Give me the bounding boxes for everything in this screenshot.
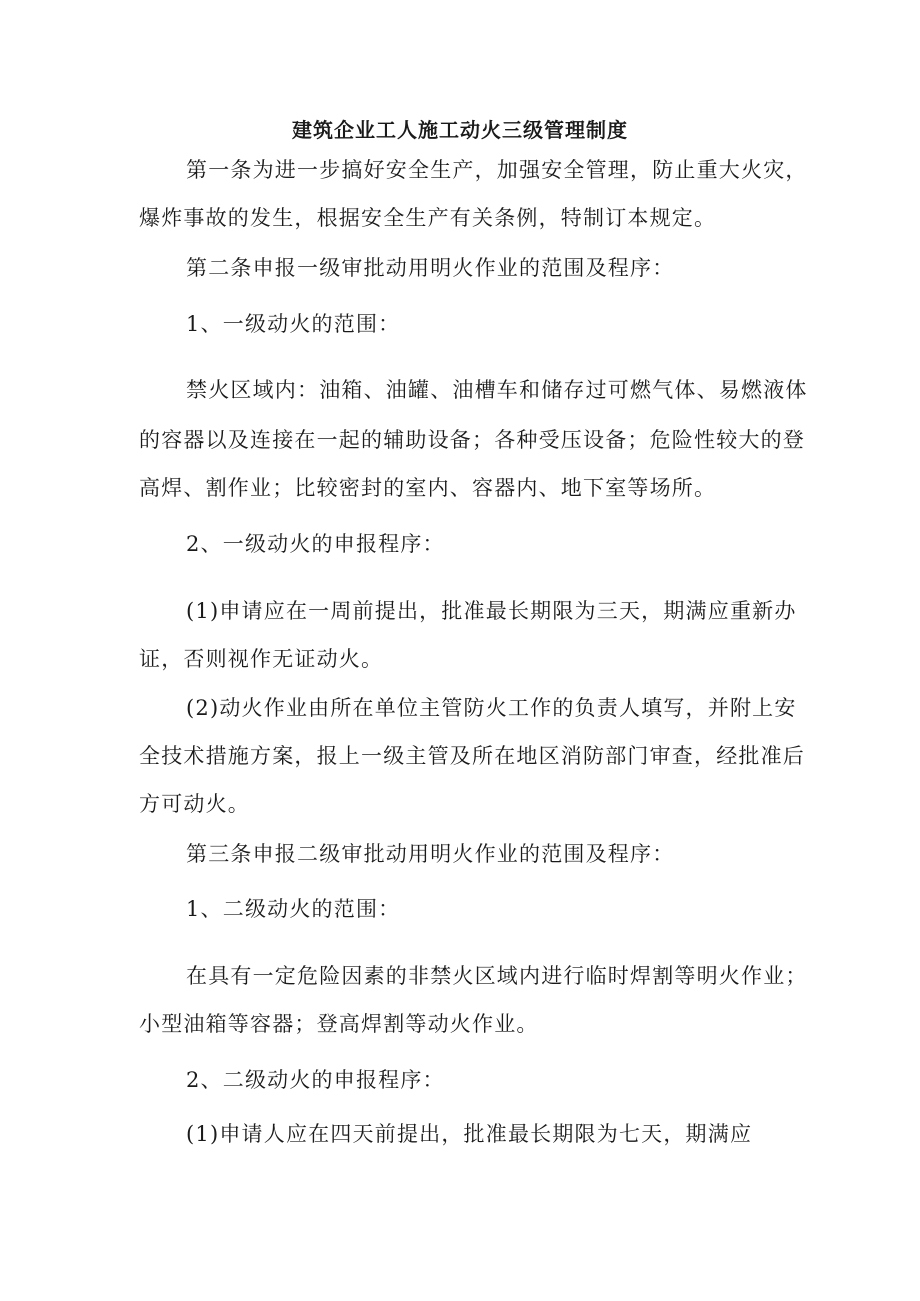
paragraph-line: 第一条为进一步搞好安全生产，加强安全管理，防止重大火灾， [186,158,808,182]
paragraph-line: 的容器以及连接在一起的辅助设备；各种受压设备；危险性较大的登 [139,428,805,452]
paragraph-line: 爆炸事故的发生，根据安全生产有关条例，特制订本规定。 [139,206,717,230]
paragraph-line: 第三条申报二级审批动用明火作业的范围及程序： [186,842,675,866]
paragraph-line: 证，否则视作无证动火。 [139,647,384,671]
paragraph-line: (1)申请应在一周前提出，批准最长期限为三天，期满应重新办 [186,599,797,623]
paragraph-line: 方可动火。 [139,792,250,816]
paragraph-line: 禁火区域内：油箱、油罐、油槽车和储存过可燃气体、易燃液体 [186,378,808,402]
paragraph-line: 第二条申报一级审批动用明火作业的范围及程序： [186,256,675,280]
paragraph-line: 1、一级动火的范围： [186,312,401,336]
paragraph-line: 2、一级动火的申报程序： [186,532,445,556]
paragraph-line: 小型油箱等容器；登高焊割等动火作业。 [139,1012,539,1036]
document-title: 建筑企业工人施工动火三级管理制度 [292,118,628,142]
paragraph-line: 高焊、割作业；比较密封的室内、容器内、地下室等场所。 [139,476,717,500]
paragraph-line: 在具有一定危险因素的非禁火区域内进行临时焊割等明火作业； [186,964,808,988]
paragraph-line: 1、二级动火的范围： [186,897,401,921]
paragraph-line: 2、二级动火的申报程序： [186,1068,445,1092]
paragraph-line: (1)申请人应在四天前提出，批准最长期限为七天，期满应 [186,1122,753,1146]
paragraph-line: 全技术措施方案，报上一级主管及所在地区消防部门审查，经批准后 [139,744,805,768]
paragraph-line: (2)动火作业由所在单位主管防火工作的负责人填写，并附上安 [186,696,797,720]
